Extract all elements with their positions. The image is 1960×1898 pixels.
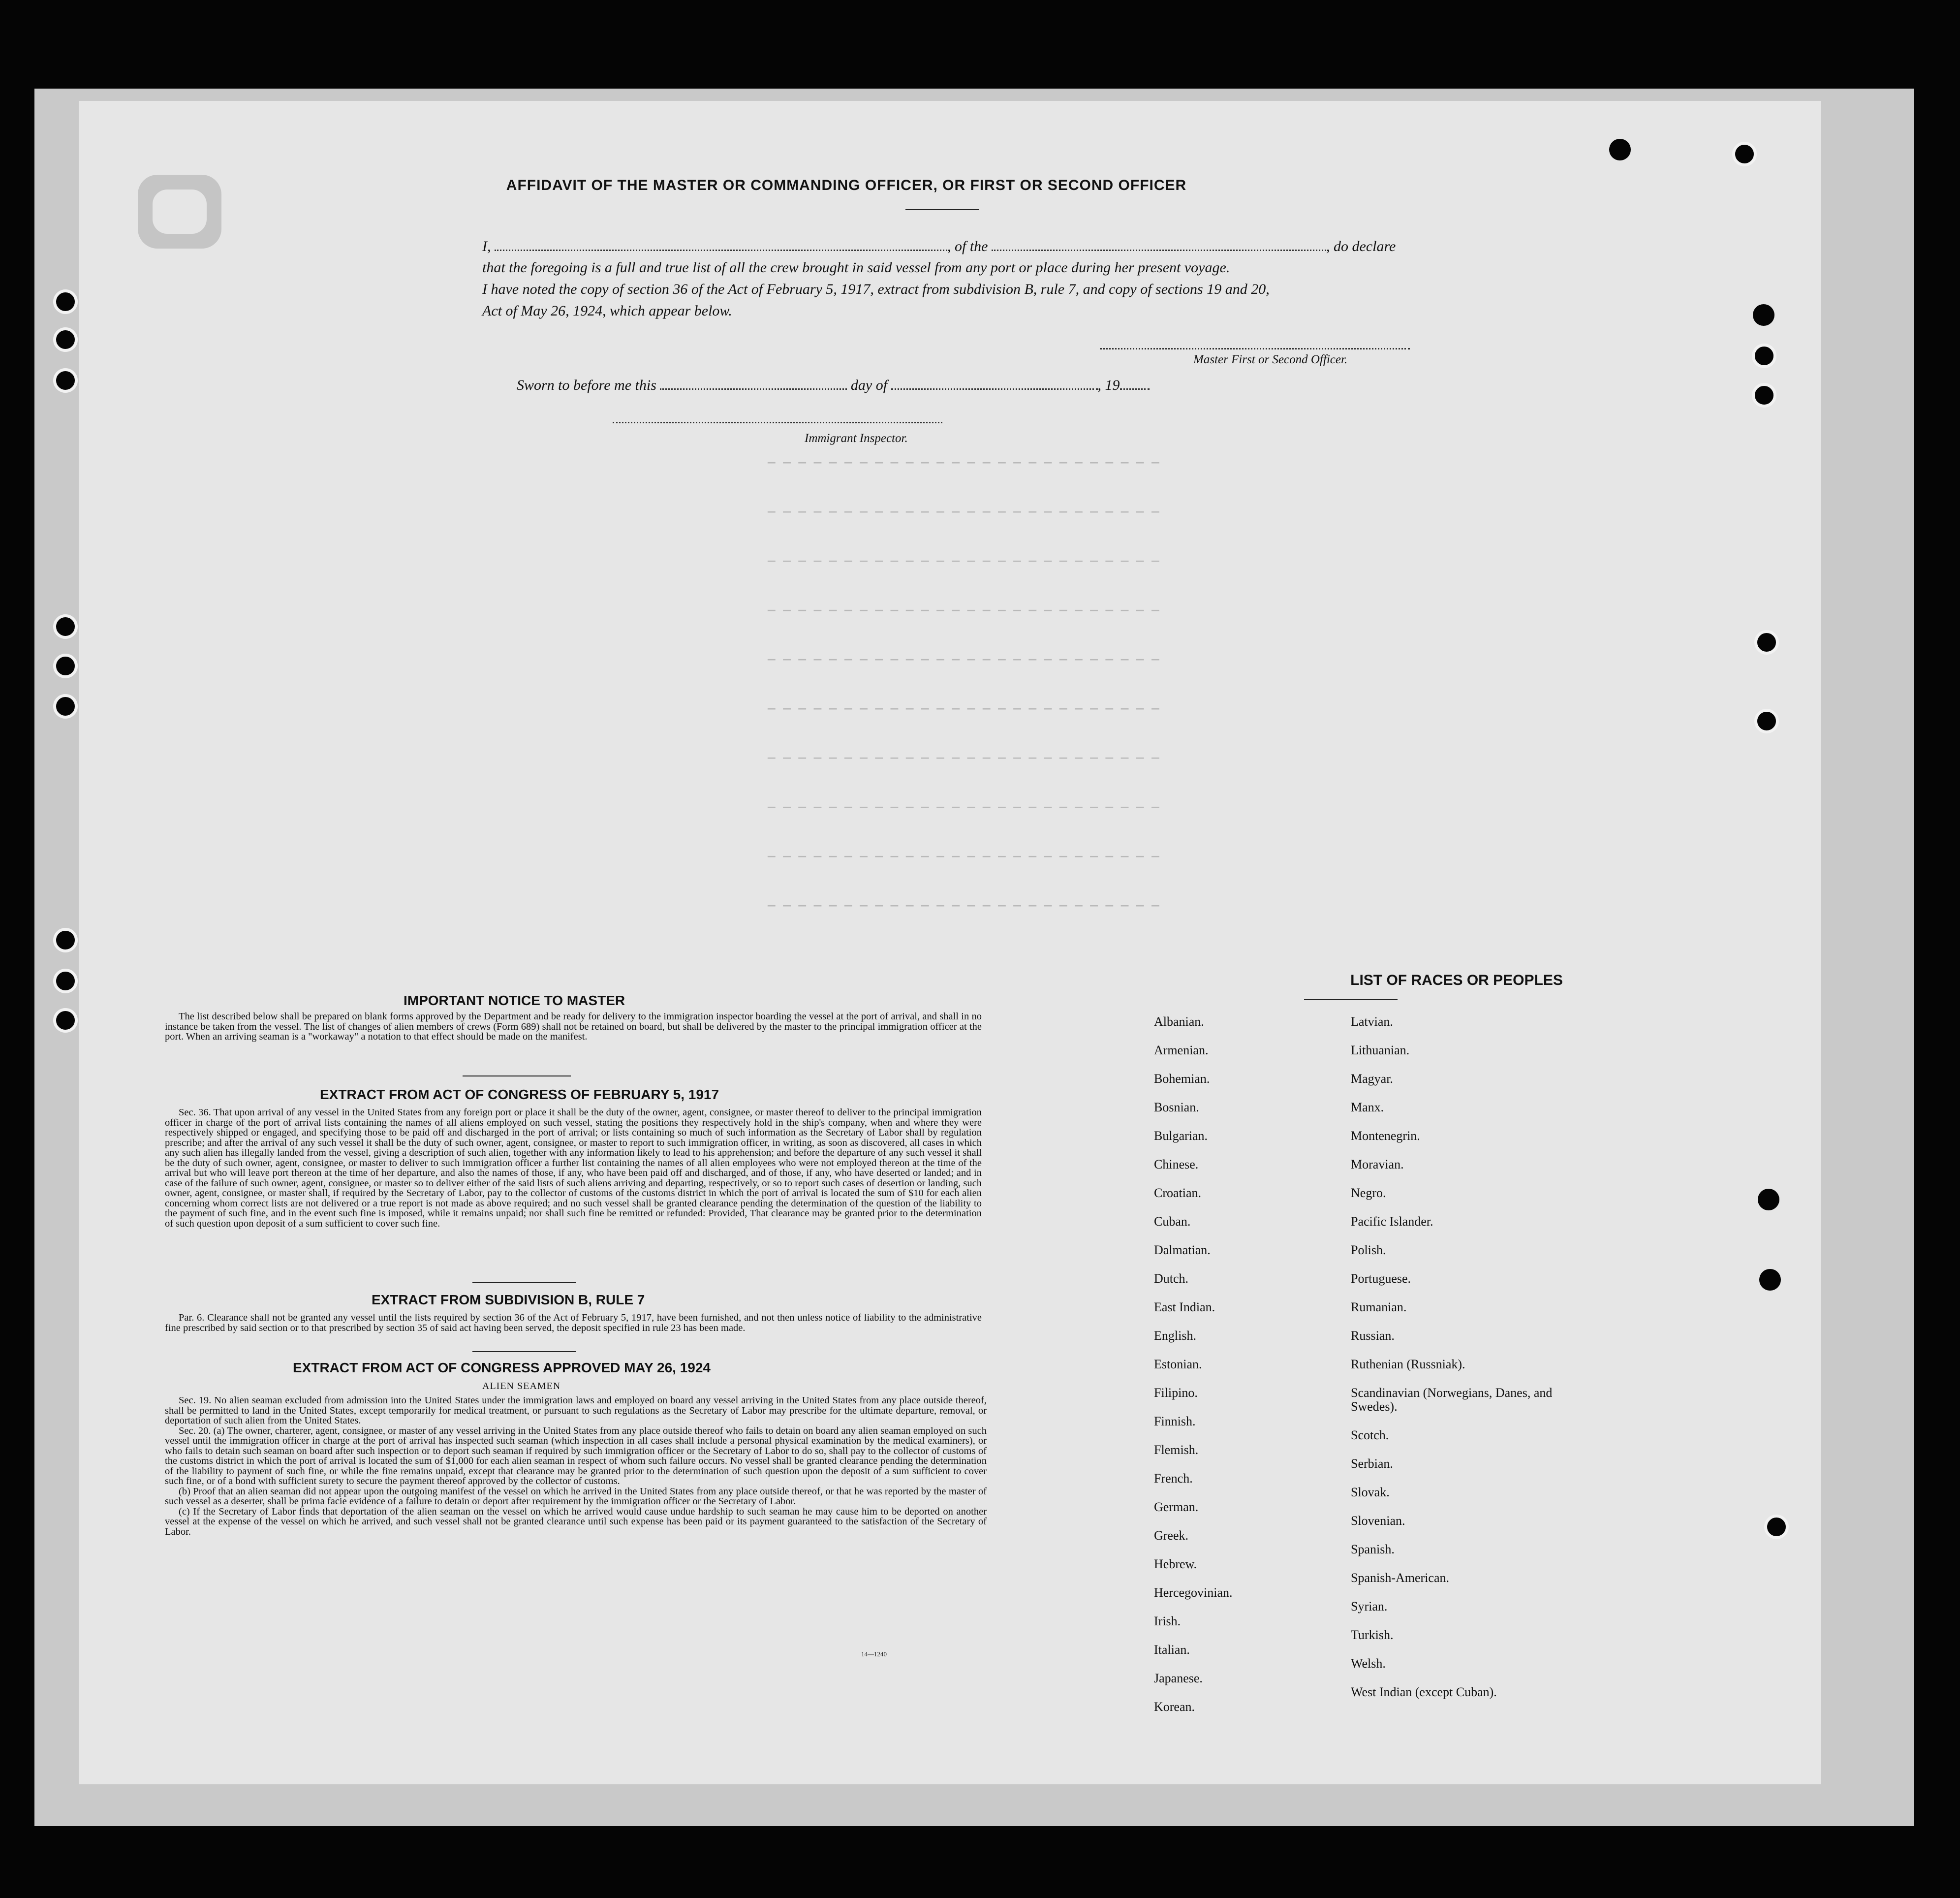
day-of-label: day of	[850, 377, 888, 393]
race-item: Scotch.	[1351, 1428, 1389, 1442]
extract-1924-body	[165, 1395, 987, 1537]
punch-hole	[1732, 142, 1757, 166]
race-item: Syrian.	[1351, 1599, 1388, 1613]
race-item: Italian.	[1154, 1643, 1190, 1657]
race-item: Russian.	[1351, 1329, 1395, 1343]
race-item: Spanish.	[1351, 1542, 1395, 1556]
punch-hole	[53, 928, 78, 952]
affidavit-do-declare: , do declare	[1326, 238, 1396, 254]
race-item: Magyar.	[1351, 1072, 1393, 1086]
punch-hole	[1752, 344, 1776, 368]
race-item: French.	[1154, 1471, 1193, 1486]
race-item: Rumanian.	[1351, 1300, 1407, 1314]
race-item: Flemish.	[1154, 1443, 1199, 1457]
punch-hole	[53, 694, 78, 719]
race-item: Ruthenian (Russniak).	[1351, 1357, 1465, 1371]
master-signature-field[interactable]	[1100, 336, 1410, 349]
race-item: Polish.	[1351, 1243, 1386, 1257]
punch-hole	[1752, 383, 1776, 408]
race-item: Montenegrin.	[1351, 1129, 1420, 1143]
races-title: LIST OF RACES OR PEOPLES	[1350, 972, 1563, 988]
race-item: West Indian (except Cuban).	[1351, 1685, 1497, 1699]
sec20a-text: Sec. 20. (a) The owner, charterer, agent, consignee, or master of any vessel arriving in the United States from any place outside thereof who fails to detain on board any alien seaman employed on such vessel until the immigration officer in charge at the port of arrival has inspected such seaman (which inspection in all cases shall include a personal physical examination by the medical examiners), or who fails to detain such seaman on board after such inspection or to deport such seaman if required by such immigration officer or the Secretary of Labor to do so, shall pay to the collector of customs of the customs district in which the port of arrival is located the sum of $1,000 for each alien seaman in respect of whom such failure occurs. No vessel shall be granted clearance pending the determination of the liability to payment of such fine, or while the fine remains unpaid, except that clearance may be granted prior to the determination of such question upon the deposit of a sum sufficient to cover such fine, or of a bond with sufficient surety to secure the payment thereof approved by the collector of customs.	[165, 1425, 987, 1487]
extract-1917-title: EXTRACT FROM ACT OF CONGRESS OF FEBRUARY 5, 1917	[320, 1087, 719, 1102]
punch-hole	[1754, 630, 1779, 655]
sec36-text: Sec. 36. That upon arrival of any vessel in the United States from any foreign port or place it shall be the duty of the owner, agent, consignee, or master thereof to deliver to the principal immigration officer in charge of the port of arrival lists containing the names of all aliens employed on such vessel, stating the positions they respectively hold in the ship's company, when and where they were respectively shipped or engaged, and specifying those to be paid off and discharged in the port of arrival; or lists containing so much of such information as the Secretary of Labor shall by regulation prescribe; and after the arrival of any such vessel it shall be the duty of such owner, agent, consignee, or master to report to such immigration officer, in writing, as soon as discovered, all cases in which any such alien has illegally landed from the vessel, giving a description of such alien, together with any information likely to lead to his apprehension; and before the departure of any such vessel it shall be the duty of such owner, agent, consignee, or master to deliver to such immigration officer a further list containing the names of all alien employees who were not employed thereon at the time of the arrival but who will leave port thereon at the time of her departure, and also the names of those, if any, who have been paid off and discharged, and of those, if any, who have deserted or landed; and in case of the failure of such owner, agent, consignee, or master so to deliver either of the said lists of such aliens arriving and departing, respectively, or so to report such cases of desertion or landing, such owner, agent, consignee, or master shall, if required by the Secretary of Labor, pay to the collector of customs of the customs district in which the port of arrival is located the sum of $10 for each alien concerning whom correct lists are not delivered or a true report is not made as above required; and no such vessel shall be granted clearance pending the determination of the question of the liability to the payment of such fine, and in the event such fine is imposed, while it remains unpaid; nor shall such fine be remitted or refunded: Provided, That clearance may be granted prior to the determination of such question upon deposit of a sum sufficient to cover such fine.	[165, 1107, 982, 1229]
par6-text: Par. 6. Clearance shall not be granted any vessel until the lists required by section 36 of the Act of February 5, 1917, have been furnished, and not then unless notice of liability to the administrative fine prescribed by said section or to that prescribed by section 35 of said act having been served, the deposit specified in rule 23 has been made.	[165, 1312, 982, 1333]
notice-title: IMPORTANT NOTICE TO MASTER	[404, 993, 625, 1008]
punch-hole	[53, 327, 78, 352]
punch-hole	[1764, 1515, 1789, 1539]
race-item: Bosnian.	[1154, 1100, 1199, 1114]
race-item: Filipino.	[1154, 1386, 1198, 1400]
punch-hole	[53, 654, 78, 678]
race-item: Turkish.	[1351, 1628, 1394, 1642]
race-item: Irish.	[1154, 1614, 1181, 1628]
race-item: Bohemian.	[1154, 1072, 1210, 1086]
affidavit-of-the: , of the	[947, 238, 988, 254]
divider-3	[472, 1351, 576, 1352]
master-signature-caption: Master First or Second Officer.	[1193, 353, 1348, 366]
race-item: German.	[1154, 1500, 1199, 1514]
affidavit-line-2: that the foregoing is a full and true list of all the crew brought in said vessel from any port or place during her present voyage.	[482, 259, 1230, 276]
inspector-caption: Immigrant Inspector.	[805, 432, 908, 445]
extract-rule7-body	[165, 1313, 982, 1333]
race-item: Finnish.	[1154, 1414, 1196, 1428]
extract-rule7-title: EXTRACT FROM SUBDIVISION B, RULE 7	[372, 1292, 645, 1307]
affidavit-title: AFFIDAVIT OF THE MASTER OR COMMANDING OFFICER, OR FIRST OR SECOND OFFICER	[506, 177, 1187, 193]
punch-hole	[53, 368, 78, 393]
race-item: Spanish-American.	[1351, 1571, 1450, 1585]
race-item: Portuguese.	[1351, 1271, 1411, 1286]
notice-body	[165, 1012, 982, 1042]
sworn-month-field[interactable]	[891, 377, 1098, 390]
races-underline	[1304, 999, 1398, 1000]
extract-1917-body	[165, 1107, 982, 1229]
punch-hole	[1753, 304, 1774, 326]
race-item: Latvian.	[1351, 1014, 1393, 1029]
race-item: Japanese.	[1154, 1671, 1203, 1685]
race-item: Dalmatian.	[1154, 1243, 1211, 1257]
vessel-name-field[interactable]	[992, 238, 1326, 251]
punch-hole	[1609, 139, 1631, 160]
sworn-year-field[interactable]	[1120, 377, 1150, 390]
race-item: East Indian.	[1154, 1300, 1215, 1314]
extract-1924-title: EXTRACT FROM ACT OF CONGRESS APPROVED MAY 26, 1924	[293, 1360, 711, 1375]
alien-seamen-subtitle: ALIEN SEAMEN	[482, 1381, 561, 1392]
race-item: Estonian.	[1154, 1357, 1202, 1371]
race-item: Croatian.	[1154, 1186, 1202, 1200]
manifest-page: AFFIDAVIT OF THE MASTER OR COMMANDING OFFICER, OR FIRST OR SECOND OFFICER I, , of the , do declare that the foregoing is a full and true list of all the crew brought in said vessel from any port or place during her present voyage. I have noted the copy of section 36 of the Act of February 5, 1917, extract from subdivision B, rule 7, and copy of sections 19 and 20, Act of May 26, 1924, which appear below. Master First or Second Officer. Sworn to before me this day of , 19 Immigrant Inspector. — — — — — — — — — — — — — — — — — — — — — — — — — — — — — — — — — — — — — — — — — — — — — — — — — — — — — — — — — — — — — — — — — — — — — — — — — — — — — — — — — — — — — — — — — — — — — — — — — — — — — — — — — — — — — — — — — — — — — — — — — — — — — — — — — — — — — — — — — — — — — — — — — — — — — — — — — — — — — — — — — — — — — — — — — — — — — — — — — — — — — — — — — — — — — — — — — — — — — — — — — — — — — — — — — — — — — — — — — — — — — — — — — — — — — — — — — — — — — — — — — — — — — — — — — — — — — — — — — — — — IMPORTANT NOTICE TO MASTER The list described below shall be prepared on blank forms approved by the Department and be ready for delivery to the immigration inspector boarding the vessel at the port of arrival, and shall in no instance be taken from the vessel. The list of changes of alien members of crews (Form 689) shall not be retained on board, but shall be delivered by the master to the principal immigration officer at the port. When an arriving seaman is a "workaway" a notation to that effect should be made on the manifest. EXTRACT FROM ACT OF CONGRESS OF FEBRUARY 5, 1917 Sec. 36. That upon arrival of any vessel in the United States from any foreign port or place it shall be the duty of the owner, agent, consignee, or master thereof to deliver to the principal immigration officer in charge of the port of arrival lists containing the names of all aliens employed on such vessel, stating the positions they respectively hold in the ship's company, when and where they were respectively shipped or engaged, and specifying those to be paid off and discharged in the port of arrival; or lists containing so much of such information as the Secretary of Labor shall by regulation prescribe; and after the arrival of any such vessel it shall be the duty of such owner, agent, consignee, or master to report to such immigration officer, in writing, as soon as discovered, all cases in which any such alien has illegally landed from the vessel, giving a description of such alien, together with any information likely to lead to his apprehension; and before the departure of any such vessel it shall be the duty of such owner, agent, consignee, or master to deliver to such immigration officer a further list containing the names of all alien employees who were not employed thereon at the time of the arrival but who will leave port thereon at the time of her departure, and also the names of those, if any, who have been paid off and discharged, and of those, if any, who have deserted or landed; and in case of the failure of such owner, agent, consignee, or master so to deliver either of the said lists of such aliens arriving and departing, respectively, or so to report such cases of desertion or landing, such owner, agent, consignee, or master shall, if required by the Secretary of Labor, pay to the collector of customs of the customs district in which the port of arrival is located the sum of $10 for each alien concerning whom correct lists are not delivered or a true report is not made as above required; and no such vessel shall be granted clearance pending the determination of the question of the liability to the payment of such fine, and in the event such fine is imposed, while it remains unpaid; nor shall such fine be remitted or refunded: Provided, That clearance may be granted prior to the determination of such question upon deposit of a sum sufficient to cover such fine. EXTRACT FROM SUBDIVISION B, RULE 7 Par. 6. Clearance shall not be granted any vessel until the lists required by section 36 of the Act of February 5, 1917, have been furnished, and not then unless notice of liability to the administrative fine prescribed by said section or to that prescribed by section 35 of said act having been served, the deposit specified in rule 23 has been made. EXTRACT FROM ACT OF CONGRESS APPROVED MAY 26, 1924 ALIEN SEAMEN Sec. 19. No alien seaman excluded from admission into the United States under the immigration laws and employed on board any vessel arriving in the United States from any place outside thereof, shall be permitted to land in the United States, except temporarily for medical treatment, or pursuant to such regulations as the Secretary of Labor may prescribe for the ultimate departure, removal, or deportation of such alien from the United States. Sec. 20. (a) The owner, charterer, agent, consignee, or master of any vessel arriving in the United States from any place outside thereof who fails to detain on board any alien seaman employed on such vessel until the immigration officer in charge at the port of arrival has inspected such seaman (which inspection in all cases shall include a personal physical examination by the medical examiners), or who fails to detain such seaman on board after such inspection or to deport such seaman if required by such immigration officer or the Secretary of Labor to do so, shall pay to the collector of customs of the customs district in which the port of arrival is located the sum of $1,000 for each alien seaman in respect of whom such failure occurs. No vessel shall be granted clearance pending the determination of the liability to payment of such fine, or while the fine remains unpaid, except that clearance may be granted prior to the determination of such question upon the deposit of a sum sufficient to cover such fine, or of a bond with sufficient surety to secure the payment thereof approved by the collector of customs. (b) Proof that an alien seaman did not appear upon the outgoing manifest of the vessel on which he arrived in the United States from any place outside thereof, or that he was reported by the master of such vessel as a deserter, shall be prima facie evidence of a failure to detain or deport after requirement by the immigration officer or the Secretary of Labor. (c) If the Secretary of Labor finds that deportation of the alien seaman on the vessel on which he arrived would cause undue hardship to such seaman he may cause him to be deported on another vessel at the expense of the vessel on which he arrived, and such vessel shall not be granted clearance until such expense has been paid or its payment guaranteed to the satisfaction of the Secretary of Labor. 14—1240 LIST OF RACES OR PEOPLES Albanian. Armenian. Bohemian. Bosnian. Bulgarian. Chinese. Croatian. Cuban. Dalmatian. Dutch. East Indian. English. Estonian. Filipino. Finnish. Flemish. French. German. Greek. Hebrew. Hercegovinian. Irish. Italian. Japanese. Korean. Latvian. Lithuanian. Magyar. Manx. Montenegrin. Moravian. Negro. Pacific Islander. Polish. Portuguese. Rumanian. Russian. Ruthenian (Russniak). Scandinavian (Norwegians, Danes, and Swedes). Scotch. Serbian. Slovak. Slovenian. Spanish. Spanish-American. Syrian. Turkish. Welsh. West Indian (except Cuban).	[79, 101, 1821, 1784]
race-item: Cuban.	[1154, 1214, 1191, 1229]
race-item: Dutch.	[1154, 1271, 1189, 1286]
race-item: Hebrew.	[1154, 1557, 1197, 1571]
races-column-2	[1351, 1015, 1557, 1714]
title-underline	[905, 209, 979, 210]
stamp-mark-inner	[153, 190, 207, 234]
notice-text: The list described below shall be prepared on blank forms approved by the Department and be ready for delivery to the immigration inspector boarding the vessel at the port of arrival, and shall in no instance be taken from the vessel. The list of changes of alien members of crews (Form 689) shall not be retained on board, but shall be delivered by the master to the principal immigration officer at the port. When an arriving seaman is a "workaway" a notation to that effect should be made on the manifest.	[165, 1011, 982, 1042]
race-item: Moravian.	[1351, 1157, 1404, 1171]
sworn-line	[517, 377, 1150, 394]
race-item: Slovak.	[1351, 1485, 1390, 1499]
sec19-text: Sec. 19. No alien seaman excluded from admission into the United States under the immigration laws and employed on board any vessel arriving in the United States from any place outside thereof, shall be permitted to land in the United States, except temporarily for medical treatment, or pursuant to such regulations as the Secretary of Labor may prescribe for the ultimate departure, removal, or deportation of such alien from the United States.	[165, 1395, 987, 1426]
divider-2	[472, 1282, 576, 1283]
punch-hole	[53, 289, 78, 314]
race-item: Greek.	[1154, 1528, 1189, 1543]
affidavit-line-3: I have noted the copy of section 36 of the Act of February 5, 1917, extract from subdivision B, rule 7, and copy of sections 19 and 20,	[482, 281, 1270, 297]
form-number: 14—1240	[861, 1650, 887, 1658]
races-column-1	[1154, 1015, 1233, 1729]
punch-hole	[1758, 1189, 1779, 1210]
race-item: Slovenian.	[1351, 1514, 1405, 1528]
sec20c-text: (c) If the Secretary of Labor finds that deportation of the alien seaman on the vessel on which he arrived would cause undue hardship to such seaman he may cause him to be deported on another vessel at the expense of the vessel on which he arrived, and such vessel shall not be granted clearance until such expense has been paid or its payment guaranteed to the satisfaction of the Secretary of Labor.	[165, 1506, 987, 1537]
punch-hole	[53, 1008, 78, 1033]
punch-hole	[53, 614, 78, 639]
race-item: Bulgarian.	[1154, 1129, 1208, 1143]
race-item: Negro.	[1351, 1186, 1386, 1200]
race-item: English.	[1154, 1329, 1196, 1343]
race-item: Welsh.	[1351, 1656, 1386, 1671]
affidavit-line-4: Act of May 26, 1924, which appear below.	[482, 303, 732, 319]
punch-hole	[1754, 709, 1779, 733]
officer-name-field[interactable]	[495, 238, 947, 251]
race-item: Serbian.	[1351, 1456, 1393, 1471]
affidavit-declaration-line	[482, 238, 1396, 255]
race-item: Manx.	[1351, 1100, 1384, 1114]
year-prefix: , 19	[1097, 377, 1120, 393]
sworn-day-field[interactable]	[660, 377, 847, 390]
race-item: Albanian.	[1154, 1014, 1204, 1029]
race-item: Korean.	[1154, 1700, 1195, 1714]
race-item: Chinese.	[1154, 1157, 1199, 1171]
punch-hole	[53, 969, 78, 993]
race-item: Scandinavian (Norwegians, Danes, and Swedes).	[1351, 1386, 1553, 1414]
race-item: Armenian.	[1154, 1043, 1209, 1057]
punch-hole	[1759, 1269, 1781, 1291]
race-item: Pacific Islander.	[1351, 1214, 1433, 1229]
sec20b-text: (b) Proof that an alien seaman did not appear upon the outgoing manifest of the vessel on which he arrived in the United States from any place outside thereof, or that he was reported by the master of such vessel as a deserter, shall be prima facie evidence of a failure to detain or deport after requirement by the immigration officer or the Secretary of Labor.	[165, 1486, 987, 1507]
race-item: Lithuanian.	[1351, 1043, 1410, 1057]
race-item: Hercegovinian.	[1154, 1585, 1233, 1600]
sworn-label: Sworn to before me this	[517, 377, 656, 393]
affidavit-i-label: I,	[482, 238, 491, 254]
inspector-signature-field[interactable]	[613, 410, 942, 423]
